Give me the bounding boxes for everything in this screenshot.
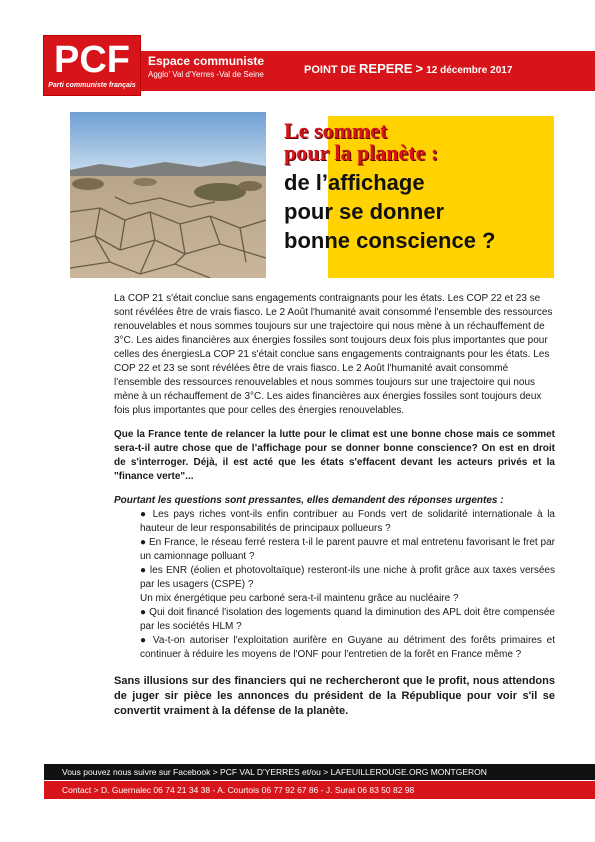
pcf-logo bbox=[44, 36, 140, 95]
header-subtitle: Agglo' Val d'Yerres -Val de Seine bbox=[148, 70, 264, 79]
headline-red-line-2: pour la planète : bbox=[284, 140, 439, 165]
paragraph-conclusion: Sans illusions sur des financiers qui ne rechercheront que le profit, nous attendons de juger sir pièce les annonces du président de la République pour voir s'il se convertit vraiment à la défense de la planète. bbox=[114, 675, 555, 717]
logo-text: PCF bbox=[54, 39, 130, 81]
footer-social bbox=[44, 764, 595, 780]
point-prefix: POINT DE bbox=[304, 64, 356, 76]
footer-contact bbox=[44, 781, 595, 799]
paragraph-intro: La COP 21 s'était conclue sans engagements contraignants pour les états. Les COP 22 et 23 se sont révélées être de vrais fiasco. Le 2 Août l'humanité avait consommé l'ensemble des ressources renouvelables et nous sommes toujours sur une trajectoire qui nous mène à un réchauffement de 3°C. Les aides financières aux énergies fossiles sont toujours deux fois plus importantes que pour celles des énergiesLa COP 21 s'était conclue sans engagements contraignants pour les états. Les COP 22 et 23 se sont révélées être de vrais fiasco. Le 2 Août l'humanité avait consommé l'ensemble des ressources renouvelables et nous sommes toujours sur une trajectoire qui nous mène à un réchauffement de 3°C. Les aides financières aux énergies fossiles sont toujours deux fois plus importantes que pour celles des énergies renouvelables. bbox=[114, 293, 553, 416]
list-item: ● En France, le réseau ferré restera t-il le parent pauvre et mal entretenu favorisant le fret par un camionnage polluant ? bbox=[140, 537, 555, 562]
paragraph-urgent: Pourtant les questions sont pressantes, elles demandent des réponses urgentes : bbox=[114, 495, 504, 506]
list-item: ● Va-t-on autoriser l'exploitation aurifère en Guyane au détriment des forêts primaires et continuer à réduire les moyens de l'ONF pour l'entretien de la forêt en France même ? bbox=[140, 635, 555, 660]
drought-photo bbox=[70, 112, 266, 278]
article-body bbox=[114, 292, 555, 719]
headline-line-5: bonne conscience ? bbox=[284, 228, 496, 253]
footer-social-text: Vous pouvez nous suivre sur Facebook > PCF VAL D'YERRES et/ou > LAFEUILLEROUGE.ORG MONTGERON bbox=[62, 767, 487, 777]
header-point-de-repere bbox=[304, 61, 512, 76]
headline-line-4: pour se donner bbox=[284, 199, 445, 224]
footer-contact-text: Contact > D. Guernalec 06 74 21 34 38 - A. Courtois 06 77 92 67 86 - J. Surat 06 83 50 82 98 bbox=[62, 785, 415, 795]
logo-subtitle: Parti communiste français bbox=[48, 82, 136, 89]
list-item: ● Qui doit financé l'isolation des logements quand la diminution des APL doit être compensée par les sociétés HLM ? bbox=[140, 607, 555, 632]
list-item: ● Les pays riches vont-ils enfin contribuer au Fonds vert de solidarité internationale à la hauteur de leur responsabilités de principaux pollueurs ? bbox=[140, 509, 555, 534]
point-separator: > bbox=[415, 61, 424, 76]
header-date: 12 décembre 2017 bbox=[426, 65, 513, 76]
question-list bbox=[140, 508, 555, 662]
headline-line-3: de l’affichage bbox=[284, 170, 425, 195]
point-word: REPERE bbox=[359, 61, 413, 76]
header-title: Espace communiste bbox=[148, 54, 265, 68]
list-item: Un mix énergétique peu carboné sera-t-il maintenu grâce au nucléaire ? bbox=[140, 593, 459, 604]
headline-red-line-1: Le sommet bbox=[284, 118, 388, 143]
headline bbox=[284, 120, 564, 255]
paragraph-question: Que la France tente de relancer la lutte pour le climat est une bonne chose mais ce sommet sera-t-il autre chose que de l’affichage pour se donner bonne conscience? On est en droit de s'interroger. Déjà, il est acté que les états s'effacent devant les acteurs privés et la "finance verte"... bbox=[114, 429, 555, 482]
list-item: ● les ENR (éolien et photovoltaïque) resteront-ils une niche à profit grâce aux taxes versées par les usagers (CSPE) ? bbox=[140, 565, 555, 590]
